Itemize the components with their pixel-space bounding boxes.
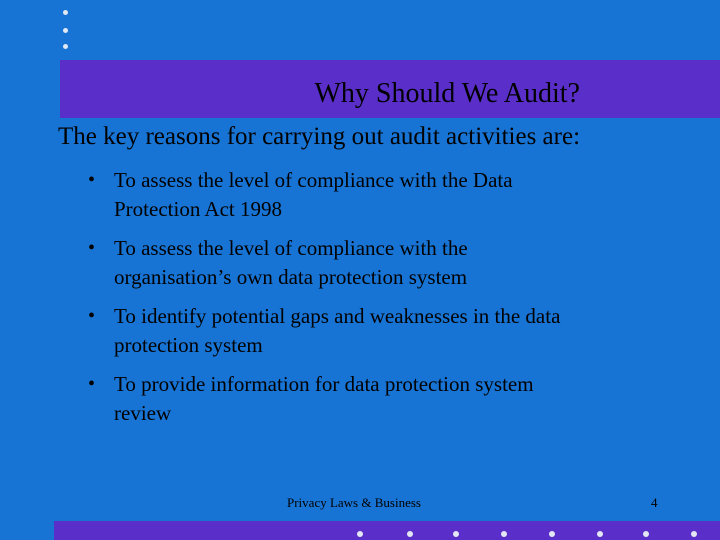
- bullet-text-line: To assess the level of compliance with the: [114, 236, 468, 260]
- decor-dot-3: [63, 44, 68, 49]
- bullet-text-line: To provide information for data protection system: [114, 372, 534, 396]
- decor-dot-bottom: [357, 531, 363, 537]
- decor-dot-bottom: [597, 531, 603, 537]
- bullet-text-line: To identify potential gaps and weaknesses in the data: [114, 304, 561, 328]
- bullet-item: [88, 370, 674, 428]
- slide-title: Why Should We Audit?: [314, 78, 580, 109]
- decor-dot-bottom: [549, 531, 555, 537]
- bullet-icon: •: [88, 305, 96, 327]
- bullet-item: [88, 302, 674, 360]
- bullet-text-line: organisation’s own data protection system: [114, 265, 468, 289]
- bullet-icon: •: [88, 237, 96, 259]
- decor-dot-bottom: [691, 531, 697, 537]
- bullet-text-line: review: [114, 401, 172, 425]
- decor-dot-bottom: [453, 531, 459, 537]
- bullet-item: [88, 166, 674, 224]
- bullet-text-line: protection system: [114, 333, 263, 357]
- decor-dot-bottom: [501, 531, 507, 537]
- bullet-icon: •: [88, 373, 96, 395]
- decor-dot-2: [63, 28, 68, 33]
- page-number: 4: [651, 495, 658, 510]
- footer-text: Privacy Laws & Business: [287, 495, 421, 510]
- title-bar: [60, 60, 720, 118]
- bottom-bar: [54, 521, 720, 540]
- bullet-item: [88, 234, 674, 292]
- intro-text: The key reasons for carrying out audit activities are:: [58, 123, 581, 150]
- bullet-text-line: Protection Act 1998: [114, 197, 282, 221]
- decor-dot-bottom: [643, 531, 649, 537]
- bullet-icon: •: [88, 169, 96, 191]
- bullet-list: [88, 166, 674, 438]
- decor-dot-1: [63, 10, 68, 15]
- decor-dot-bottom: [407, 531, 413, 537]
- bullet-text-line: To assess the level of compliance with the Data: [114, 168, 513, 192]
